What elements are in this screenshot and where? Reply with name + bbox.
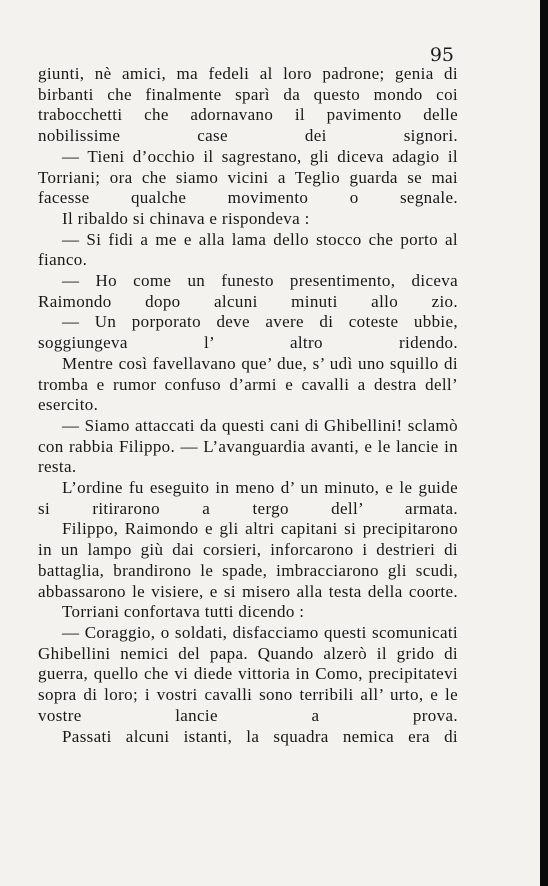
paragraph: — Un porporato deve avere di coteste ubbie, soggiungeva l’ altro ridendo. — [38, 312, 458, 353]
paragraph: — Si fidi a me e alla lama dello stocco che porto al fianco. — [38, 229, 458, 270]
paragraph: — Ho come un funesto presentimento, diceva Raimondo dopo alcuni minuti allo zio. — [38, 271, 458, 311]
paragraph-continued: Passati alcuni istanti, la squadra nemica era di — [62, 726, 458, 746]
page-number: 95 — [429, 44, 454, 66]
paragraph: — Coraggio, o soldati, disfacciamo questi scomunicati Ghibellini nemici del papa. Quando alzerò il grido di guerra, quello che vi diede vittoria in Como, precipitatevi sopra di loro; i vostri cavalli sono terribili all’ urto, e le vostre lancie a prova. — [38, 622, 458, 725]
paragraph: L’ordine fu eseguito in meno d’ un minuto, e le guide si ritirarono a tergo dell’ armata. — [38, 478, 458, 518]
paragraph: giunti, nè amici, ma fedeli al loro padrone; genia di birbanti che finalmente sparì da questo mondo coi trabocchetti che adornavano il pavimento delle nobilissime case dei signori. — [38, 64, 458, 146]
scan-page-edge — [540, 0, 548, 886]
page-body-text — [38, 64, 458, 747]
paragraph: Il ribaldo si chinava e rispondeva : — [62, 208, 310, 228]
paragraph: — Siamo attaccati da questi cani di Ghibellini! sclamò con rabbia Filippo. — L’avanguardia avanti, e le lancie in resta. — [38, 415, 458, 477]
paragraph: Torriani confortava tutti dicendo : — [62, 602, 305, 622]
paragraph: — Tieni d’occhio il sagrestano, gli diceva adagio il Torriani; ora che siamo vicini a Teglio guarda se mai facesse qualche movimento o segnale. — [38, 146, 458, 208]
paragraph: Filippo, Raimondo e gli altri capitani si precipitarono in un lampo giù dai corsieri, inforcarono i destrieri di battaglia, brandirono le spade, imbracciarono gli scudi, abbassarono le visiere, e si misero alla testa della coorte. — [38, 519, 458, 601]
paragraph: Mentre così favellavano que’ due, s’ udì uno squillo di tromba e rumor confuso d’armi e cavalli a destra dell’ esercito. — [38, 353, 458, 415]
